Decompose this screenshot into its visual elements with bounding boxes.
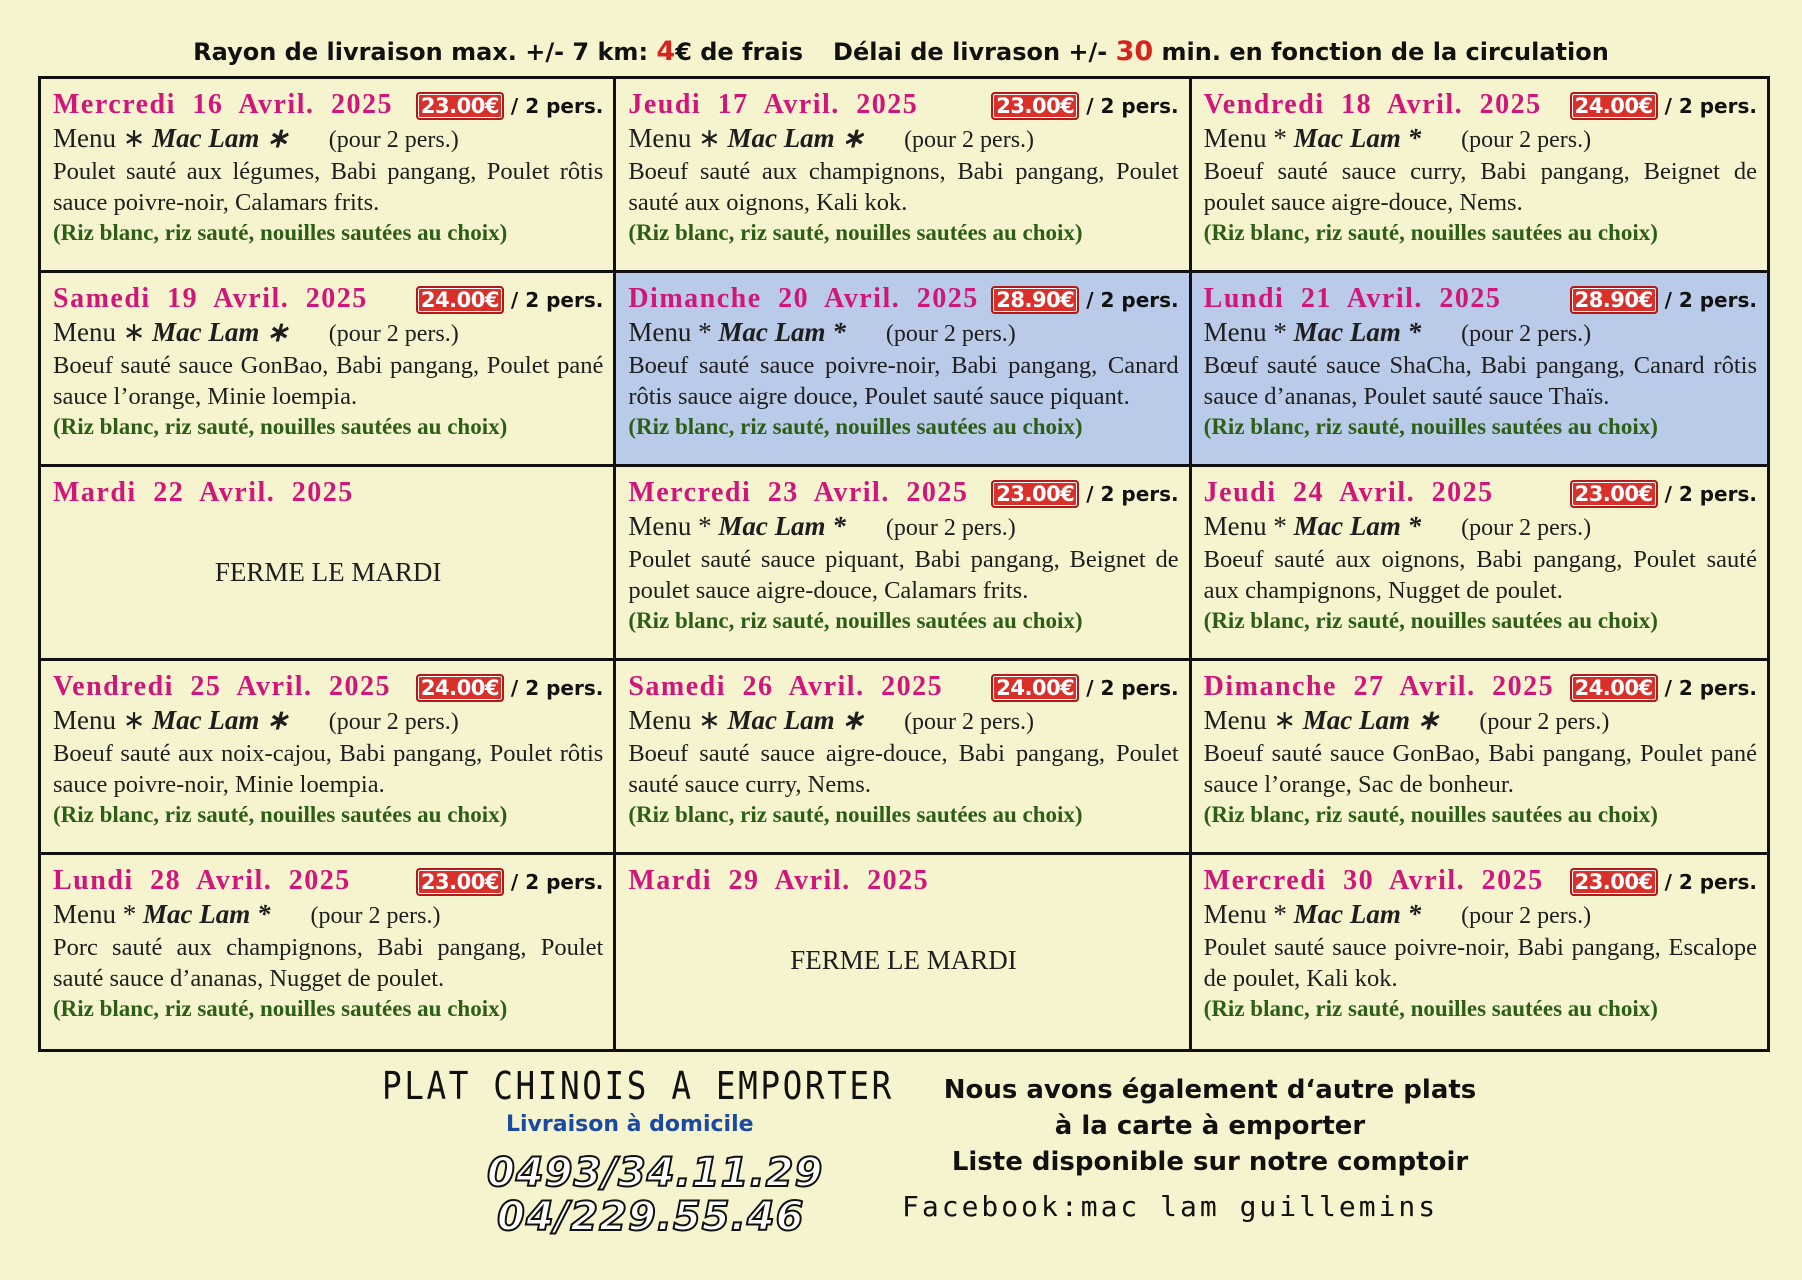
day-cell bbox=[1192, 855, 1767, 1049]
day-cell bbox=[1192, 661, 1767, 855]
menu-title: Menu * Mac Lam * (pour 2 pers.) bbox=[1203, 899, 1592, 929]
day-date: Mardi 22 Avril. 2025 bbox=[53, 477, 354, 508]
home-delivery-label: Livraison à domicile bbox=[506, 1112, 754, 1137]
day-price: 23.00€ / 2 pers. bbox=[991, 94, 1178, 118]
day-price: 28.90€ / 2 pers. bbox=[991, 288, 1178, 312]
day-date: Dimanche 27 Avril. 2025 bbox=[1203, 671, 1555, 702]
phone-number-1[interactable]: 0493/34.11.29 bbox=[487, 1150, 824, 1196]
menu-dishes: Boeuf sauté sauce GonBao, Babi pangang, Poulet pané sauce l’orange, Sac de bonheur. bbox=[1203, 740, 1757, 798]
day-date: Jeudi 17 Avril. 2025 bbox=[628, 89, 919, 120]
menu-dishes: Boeuf sauté aux champignons, Babi pangang, Poulet sauté aux oignons, Kali kok. bbox=[628, 158, 1179, 216]
menu-options: (Riz blanc, riz sauté, nouilles sautées au choix) bbox=[53, 220, 508, 245]
menu-title: Menu ∗ Mac Lam ∗ (pour 2 pers.) bbox=[628, 123, 1035, 153]
day-cell bbox=[616, 661, 1191, 855]
day-cell bbox=[1192, 467, 1767, 661]
menu-dishes: Boeuf sauté sauce GonBao, Babi pangang, Poulet pané sauce l’orange, Minie loempia. bbox=[53, 352, 604, 410]
restaurant-slogan: PLAT CHINOIS A EMPORTER bbox=[382, 1064, 894, 1108]
footer bbox=[0, 1058, 1802, 1280]
menu-title: Menu ∗ Mac Lam ∗ (pour 2 pers.) bbox=[53, 317, 459, 347]
menu-dishes: Bœuf sauté sauce ShaCha, Babi pangang, Canard rôtis sauce d’ananas, Poulet sauté sauce Thaïs. bbox=[1203, 352, 1757, 410]
menu-dishes: Poulet sauté sauce poivre-noir, Babi pangang, Escalope de poulet, Kali kok. bbox=[1203, 934, 1757, 992]
delivery-delay: 30 bbox=[1115, 36, 1154, 67]
menu-options: (Riz blanc, riz sauté, nouilles sautées au choix) bbox=[628, 802, 1083, 827]
day-date: Lundi 28 Avril. 2025 bbox=[53, 865, 351, 896]
day-price: 23.00€ / 2 pers. bbox=[416, 94, 603, 118]
menu-dishes: Boeuf sauté sauce curry, Babi pangang, Beignet de poulet sauce aigre-douce, Nems. bbox=[1203, 158, 1757, 216]
menu-title: Menu * Mac Lam * (pour 2 pers.) bbox=[628, 317, 1016, 347]
menu-options: (Riz blanc, riz sauté, nouilles sautées au choix) bbox=[628, 608, 1083, 633]
day-cell bbox=[41, 79, 616, 273]
menu-title: Menu * Mac Lam * (pour 2 pers.) bbox=[53, 899, 441, 929]
day-price: 24.00€ / 2 pers. bbox=[991, 676, 1178, 700]
menu-calendar bbox=[38, 76, 1770, 1052]
day-price: 23.00€ / 2 pers. bbox=[1570, 482, 1757, 506]
menu-options: (Riz blanc, riz sauté, nouilles sautées au choix) bbox=[53, 414, 508, 439]
menu-title: Menu ∗ Mac Lam ∗ (pour 2 pers.) bbox=[628, 705, 1035, 735]
day-date: Mercredi 16 Avril. 2025 bbox=[53, 89, 393, 120]
day-price: 23.00€ / 2 pers. bbox=[1570, 870, 1757, 894]
menu-dishes: Boeuf sauté sauce aigre-douce, Babi pangang, Poulet sauté sauce curry, Nems. bbox=[628, 740, 1179, 798]
day-cell-closed bbox=[41, 467, 616, 661]
menu-options: (Riz blanc, riz sauté, nouilles sautées au choix) bbox=[1203, 802, 1658, 827]
delivery-info-bar: Rayon de livraison max. +/- 7 km: 4€ de frais Délai de livrason +/- 30 min. en fonction de la circulation bbox=[193, 36, 1609, 67]
day-price: 24.00€ / 2 pers. bbox=[416, 676, 603, 700]
facebook-handle[interactable]: Facebook:mac lam guillemins bbox=[902, 1190, 1439, 1223]
a-la-carte-info: Nous avons également d‘autre plats à la carte à emporter Liste disponible sur notre comptoir bbox=[943, 1075, 1477, 1177]
menu-title: Menu ∗ Mac Lam ∗ (pour 2 pers.) bbox=[1203, 705, 1610, 735]
menu-title: Menu * Mac Lam * (pour 2 pers.) bbox=[1203, 317, 1592, 347]
day-date: Dimanche 20 Avril. 2025 bbox=[628, 283, 979, 314]
menu-title: Menu ∗ Mac Lam ∗ (pour 2 pers.) bbox=[53, 705, 459, 735]
menu-options: (Riz blanc, riz sauté, nouilles sautées au choix) bbox=[628, 220, 1083, 245]
menu-options: (Riz blanc, riz sauté, nouilles sautées au choix) bbox=[1203, 996, 1658, 1021]
day-cell bbox=[1192, 273, 1767, 467]
day-date: Samedi 19 Avril. 2025 bbox=[53, 283, 368, 314]
day-date: Mercredi 23 Avril. 2025 bbox=[628, 477, 969, 508]
day-cell bbox=[41, 855, 616, 1049]
menu-options: (Riz blanc, riz sauté, nouilles sautées au choix) bbox=[53, 996, 508, 1021]
menu-dishes: Boeuf sauté aux oignons, Babi pangang, Poulet sauté aux champignons, Nugget de poulet. bbox=[1203, 546, 1757, 604]
day-date: Vendredi 18 Avril. 2025 bbox=[1203, 89, 1542, 120]
menu-title: Menu ∗ Mac Lam ∗ (pour 2 pers.) bbox=[53, 123, 459, 153]
day-cell bbox=[1192, 79, 1767, 273]
menu-title: Menu * Mac Lam * (pour 2 pers.) bbox=[1203, 511, 1592, 541]
menu-dishes: Poulet sauté sauce piquant, Babi pangang, Beignet de poulet sauce aigre-douce, Calamars frits. bbox=[628, 546, 1179, 604]
closed-notice: FERME LE MARDI bbox=[790, 945, 1017, 975]
day-date: Mercredi 30 Avril. 2025 bbox=[1203, 865, 1544, 896]
menu-dishes: Porc sauté aux champignons, Babi pangang, Poulet sauté sauce d’ananas, Nugget de poulet. bbox=[53, 934, 604, 992]
menu-options: (Riz blanc, riz sauté, nouilles sautées au choix) bbox=[53, 802, 508, 827]
day-date: Vendredi 25 Avril. 2025 bbox=[53, 671, 392, 702]
menu-dishes: Boeuf sauté sauce poivre-noir, Babi pangang, Canard rôtis sauce aigre douce, Poulet sauté sauce piquant. bbox=[628, 352, 1179, 410]
day-date: Jeudi 24 Avril. 2025 bbox=[1203, 477, 1494, 508]
day-date: Lundi 21 Avril. 2025 bbox=[1203, 283, 1502, 314]
day-date: Samedi 26 Avril. 2025 bbox=[628, 671, 944, 702]
menu-options: (Riz blanc, riz sauté, nouilles sautées au choix) bbox=[628, 414, 1083, 439]
day-cell bbox=[616, 273, 1191, 467]
delivery-fee: 4 bbox=[656, 36, 676, 67]
day-price: 24.00€ / 2 pers. bbox=[1570, 676, 1757, 700]
day-cell bbox=[616, 79, 1191, 273]
day-date: Mardi 29 Avril. 2025 bbox=[628, 865, 930, 896]
day-price: 23.00€ / 2 pers. bbox=[416, 870, 603, 894]
day-cell bbox=[616, 467, 1191, 661]
menu-title: Menu * Mac Lam * (pour 2 pers.) bbox=[628, 511, 1016, 541]
menu-dishes: Poulet sauté aux légumes, Babi pangang, Poulet rôtis sauce poivre-noir, Calamars frits. bbox=[53, 158, 604, 216]
day-cell-closed bbox=[616, 855, 1191, 1049]
day-price: 28.90€ / 2 pers. bbox=[1570, 288, 1757, 312]
menu-title: Menu * Mac Lam * (pour 2 pers.) bbox=[1203, 123, 1592, 153]
menu-options: (Riz blanc, riz sauté, nouilles sautées au choix) bbox=[1203, 220, 1658, 245]
day-price: 23.00€ / 2 pers. bbox=[991, 482, 1178, 506]
menu-options: (Riz blanc, riz sauté, nouilles sautées au choix) bbox=[1203, 414, 1658, 439]
closed-notice: FERME LE MARDI bbox=[214, 557, 442, 587]
day-cell bbox=[41, 661, 616, 855]
menu-dishes: Boeuf sauté aux noix-cajou, Babi pangang, Poulet rôtis sauce poivre-noir, Minie loempia. bbox=[53, 740, 604, 798]
phone-number-2[interactable]: 04/229.55.46 bbox=[497, 1194, 805, 1240]
day-cell bbox=[41, 273, 616, 467]
day-price: 24.00€ / 2 pers. bbox=[1570, 94, 1757, 118]
menu-options: (Riz blanc, riz sauté, nouilles sautées au choix) bbox=[1203, 608, 1658, 633]
day-price: 24.00€ / 2 pers. bbox=[416, 288, 603, 312]
